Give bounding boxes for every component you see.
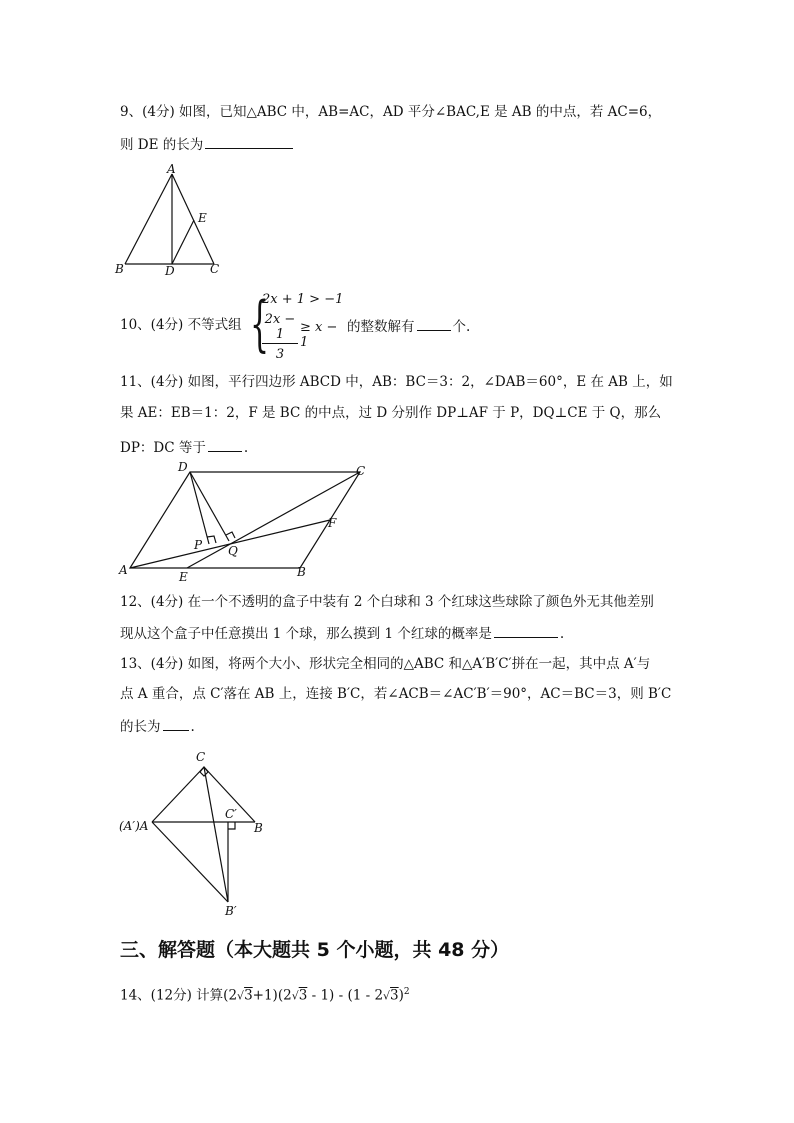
- q14-exponent: 2: [403, 987, 410, 997]
- q13-side-ac: [152, 767, 204, 822]
- q11-line3-end: .: [243, 440, 249, 456]
- q13-line3-end: .: [190, 719, 195, 735]
- q13-line2: 点 A 重合，点 C′落在 AB 上，连接 B′C，若∠ACB＝∠AC′B′＝90°，AC＝BC＝3，则 B′C: [120, 686, 672, 702]
- q10-brace: {: [250, 289, 270, 359]
- q14-mid-1: +1)(2: [252, 987, 292, 1004]
- q9-line2-text: 则 DE 的长为: [120, 137, 204, 153]
- q10-suffix-text: 的整数解有: [347, 319, 415, 335]
- q13-label-a: (A′)A: [119, 819, 149, 833]
- q11-label-b: B: [297, 565, 306, 579]
- q13-side-a-b-prime: [152, 822, 228, 902]
- q11-label-d: D: [178, 460, 188, 474]
- q9-side-ab: [125, 174, 172, 264]
- q10-inequality-2-rest: ≥ x − 1: [300, 320, 338, 350]
- q13-right-angle-c-prime: [228, 822, 235, 829]
- q9-line2: [120, 134, 295, 154]
- q14-mid-2: - 1) - (1 - 2: [307, 987, 384, 1004]
- q13-label-b-prime: B′: [225, 904, 237, 918]
- q11-parallelogram-figure: [115, 458, 375, 583]
- q11-line1: 11、(4分) 如图，平行四边形 ABCD 中，AB：BC＝3：2，∠DAB＝60°，E 在 AB 上，如: [120, 374, 673, 390]
- q11-label-e: E: [179, 570, 188, 583]
- q14-sqrt-2: 3: [298, 987, 308, 1004]
- q12-line2-end: .: [559, 626, 565, 642]
- q11-segment-dp: [190, 472, 209, 544]
- q9-triangle-figure: [110, 160, 230, 280]
- q9-segment-de: [172, 220, 194, 264]
- q13-label-c-prime: C′: [225, 807, 237, 821]
- q13-answer-blank: [163, 716, 189, 731]
- q14-line: 14、(12分) 计算(2√3+1)(2√3 - 1) - (1 - 2√3)$^2$: [120, 987, 410, 1004]
- q13-triangles-figure: [115, 745, 275, 920]
- q9-label-a: A: [167, 162, 176, 176]
- q11-parallelogram-abcd: [130, 472, 360, 568]
- q13-label-b: B: [254, 821, 263, 835]
- q10-inequality-system: [250, 289, 345, 362]
- q11-segment-dq: [190, 472, 229, 541]
- q14-sqrt-3: 3: [390, 987, 399, 1004]
- q11-label-q: Q: [228, 544, 238, 558]
- q13-label-c: C: [196, 750, 206, 764]
- q14-sqrt-1: 3: [244, 987, 253, 1004]
- q10-suffix-end: 个.: [452, 319, 471, 335]
- q13-line1: 13、(4分) 如图，将两个大小、形状完全相同的△ABC 和△A′B′C′拼在一起，其中点 A′与: [120, 656, 651, 672]
- section-3-heading: 三、解答题（本大题共 5 个小题，共 48 分）: [120, 939, 510, 961]
- q13-segment-b-prime-c: [204, 767, 228, 902]
- q13-line3: [120, 716, 195, 736]
- q12-line2: [120, 623, 564, 643]
- q14-end: ): [398, 987, 404, 1004]
- q11-label-a: A: [119, 563, 128, 577]
- q10-fraction-numerator: 2x − 1: [262, 312, 298, 344]
- q11-label-p: P: [194, 538, 203, 552]
- q12-line2-text: 现从这个盒子中任意摸出 1 个球，那么摸到 1 个红球的概率是: [120, 626, 492, 642]
- q9-label-e: E: [198, 211, 207, 225]
- q11-line3: [120, 437, 248, 457]
- q12-line1: 12、(4分) 在一个不透明的盒子中装有 2 个白球和 3 个红球这些球除了颜色外无其他差别: [120, 594, 654, 610]
- q10-inequality-1: 2x + 1 > −1: [262, 292, 344, 307]
- q14-prefix: 14、(12分) 计算(2: [120, 987, 238, 1004]
- q11-label-f: F: [328, 516, 337, 530]
- q9-label-b: B: [115, 262, 124, 276]
- q9-answer-blank: [205, 134, 293, 149]
- q10-fraction-denominator: 3: [275, 347, 285, 362]
- q9-line1: 9、(4分) 如图，已知△ABC 中，AB=AC，AD 平分∠BAC,E 是 AB 的中点，若 AC=6，: [120, 104, 662, 120]
- q9-label-d: D: [165, 264, 175, 278]
- q10-prefix: 10、(4分) 不等式组: [120, 317, 242, 333]
- q11-label-c: C: [356, 464, 366, 478]
- q11-answer-blank: [208, 437, 242, 452]
- q11-line3-text: DP：DC 等于: [120, 440, 206, 456]
- q9-label-c: C: [210, 262, 220, 276]
- q10-suffix: [347, 316, 470, 336]
- q12-answer-blank: [494, 623, 558, 638]
- q11-line2: 果 AE：EB＝1：2，F 是 BC 的中点，过 D 分别作 DP⊥AF 于 P，DQ⊥CE 于 Q，那么: [120, 405, 662, 421]
- q10-answer-blank: [417, 316, 451, 331]
- q13-line3-text: 的长为: [120, 719, 161, 735]
- q10-fraction: [262, 312, 298, 362]
